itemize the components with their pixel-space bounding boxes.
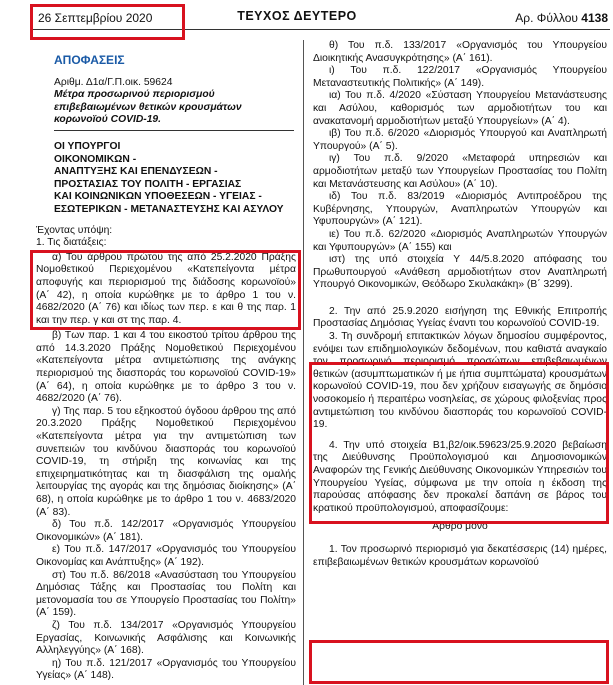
highlight-points-2-3-box: [309, 362, 609, 524]
header-date: 26 Σεπτεμβρίου 2020: [38, 11, 153, 25]
decision-reference: Αριθμ. Δ1α/Γ.Π.οικ. 59624: [54, 76, 173, 88]
clause-c: γ) Της παρ. 5 του εξηκοστού όγδοου άρθρου της από 20.3.2020 Πράξης Νομοθετικού Περιεχομένου «Κατεπείγοντα μέτρα για την αντιμετώπιση των συνεπειών του κινδύνου διασποράς του κορωνοϊού COVID-19, τη στήριξη της κοινωνίας και της επιχειρηματικότητας και τη διασφάλιση της ομαλής λειτουργίας της αγοράς και της δημόσιας διοίκησης» (Α΄ 68), η οποία κυρώθηκε με το άρθρο 1 του ν. 4683/2020 (Α΄ 83).: [36, 405, 296, 518]
clause-id: ιδ) Του π.δ. 83/2019 «Διορισμός Αντιπροέδρου της Κυβέρνησης, Υπουργών, Αναπληρωτών Υπουργών και Υφυπουργών» (Α΄ 121).: [313, 191, 607, 228]
highlight-clause-a-box: [30, 250, 301, 330]
clause-d: δ) Του π.δ. 142/2017 «Οργανισμός Υπουργείου Οικονομικών» (Α΄ 181).: [36, 519, 296, 543]
clause-h: η) Του π.δ. 121/2017 «Οργανισμός του Υπουργείου Υγείας» (Α΄ 148).: [36, 657, 296, 682]
authority-line: ΕΣΩΤΕΡΙΚΩΝ - ΜΕΤΑΝΑΣΤΕΥΣΗΣ ΚΑΙ ΑΣΥΛΟΥ: [54, 203, 284, 215]
header-sheet: [490, 11, 608, 25]
sheet-label: Αρ. Φύλλου: [515, 11, 578, 25]
title-rule: [54, 130, 294, 131]
clause-ie: ιε) Του π.δ. 62/2020 «Διορισμός Αναπληρωτών Υπουργών και Υφυπουργών» (Α΄ 155) και: [313, 228, 607, 253]
decision-title: Μέτρα προσωρινού περιορισμού επιβεβαιωμένων θετικών κρουσμάτων κορωνοϊού COVID-19.: [54, 89, 242, 126]
article-paragraph-1: 1. Τον προσωρινό περιορισμό για δεκατέσσερις (14) ημέρες, επιβεβαιωμένων θετικών κρουσμάτων κορωνοϊού: [313, 543, 607, 568]
point-2: 2. Την από 25.9.2020 εισήγηση της Εθνικής Επιτροπής Προστασίας Δημόσιας Υγείας έναντι του κορωνοϊού COVID-19.: [313, 305, 607, 330]
authority-line: ΑΝΑΠΤΥΞΗΣ ΚΑΙ ΕΠΕΝΔΥΣΕΩΝ -: [54, 166, 218, 178]
column-divider: [303, 40, 304, 685]
clause-ib: ιβ) Του π.δ. 6/2020 «Διορισμός Υπουργού και Αναπληρωτή Υπουργού» (Α΄ 5).: [313, 128, 607, 152]
clause-ia: ια) Του π.δ. 4/2020 «Σύσταση Υπουργείου Μετανάστευσης και Ασύλου, καθορισμός των αρμοδιοτήτων του και ανακατανομή αρμοδιοτήτων μεταξύ Υπουργείων» (Α΄ 4).: [313, 90, 607, 127]
authority-line: ΠΡΟΣΤΑΣΙΑΣ ΤΟΥ ΠΟΛΙΤΗ - ΕΡΓΑΣΙΑΣ: [54, 178, 242, 190]
clause-b: β) Των παρ. 1 και 4 του εικοστού τρίτου άρθρου της από 14.3.2020 Πράξης Νομοθετικού Περιεχομένου «Κατεπείγοντα μέτρα αντιμετώπισης της ανάγκης περιορισμού της διασποράς του κορωνοϊού COVID-19» (Α΄ 64), η οποία κυρώθηκε με το άρθρο 3 του ν. 4682/2020 (Α΄ 76).: [36, 330, 296, 405]
authority-line: ΚΑΙ ΚΟΙΝΩΝΙΚΩΝ ΥΠΟΘΕΣΕΩΝ - ΥΓΕΙΑΣ -: [54, 191, 262, 203]
authority-block: [54, 141, 296, 217]
clause-ig: ιγ) Του π.δ. 9/2020 «Μεταφορά υπηρεσιών και αρμοδιοτήτων μεταξύ των Υπουργείων Προστασίας του Πολίτη και Μετανάστευσης και Ασύλου» (Α΄ 10).: [313, 153, 607, 190]
lead-provisions: 1. Τις διατάξεις:: [36, 237, 107, 249]
point-3: 3. Τη συνδρομή επιτακτικών λόγων δημοσίου συμφέροντος, ενόψει των επιδημιολογικών δεδομένων, που καθιστά αναγκαίο τον προσωρινό περιορισμό προσώπων επιβεβαιωμένων θετικών (ασυμπτωματικών ή με ήπια συμπτώματα) κρουσμάτων κορωνοϊού COVID-19, που δεν χρήζουν εισαγωγής σε δημόσιο νοσοκομείο ή περαιτέρω νοσηλείας, σε χώρους φιλοξενίας προς αντιμετώπιση του κινδύνου διασποράς του κορωνοϊού COVID-19.: [313, 331, 607, 431]
highlight-article-box: [309, 640, 609, 684]
clause-a: α) Του άρθρου πρώτου της από 25.2.2020 Πράξης Νομοθετικού Περιεχομένου «Κατεπείγοντα μέτρα αποφυγής και περιορισμού της διάδοσης κορωνοϊού» (Α΄ 42), η οποία κυρώθηκε με το άρθρο 1 του ν. 4682/2020 (Α΄ 76) και ιδίως των περ. ε και θ της παρ. 1 και την περ. γ και στ της παρ. 4.: [36, 251, 296, 326]
sheet-number: 4138: [581, 11, 608, 25]
highlight-date-box: [30, 4, 185, 40]
clause-th: θ) Του π.δ. 133/2017 «Οργανισμός του Υπουργείου Διοικητικής Ανασυγκρότησης» (Α΄ 161).: [313, 40, 607, 64]
clause-ist: ιστ) της υπό στοιχεία Υ 44/5.8.2020 απόφασης του Πρωθυπουργού «Ανάθεση αρμοδιοτήτων στον Αναπληρωτή Υπουργό Οικονομικών, Θεόδωρο Σκυλακάκη» (Β΄ 3299).: [313, 254, 607, 291]
header-issue: ΤΕΥΧΟΣ ΔΕΥΤΕΡΟ: [237, 9, 357, 23]
authority-line: ΟΙΚΟΝΟΜΙΚΩΝ -: [54, 153, 137, 165]
authority-line: ΟΙ ΥΠΟΥΡΓΟΙ: [54, 140, 121, 152]
left-column: [36, 40, 296, 683]
clause-z: ζ) Του π.δ. 134/2017 «Οργανισμός Υπουργείου Εργασίας, Κοινωνικής Ασφάλισης και Κοινωνικής Αλληλεγγύης» (Α΄ 168).: [36, 619, 296, 657]
lead-text: Έχοντας υπόψη:: [36, 224, 113, 236]
clause-st: στ) Του π.δ. 86/2018 «Ανασύσταση του Υπουργείου Δημόσιας Τάξης και Προστασίας του Πολίτη και μετονομασία του σε Υπουργείο Προστασίας του Πολίτη» (Α΄ 159).: [36, 569, 296, 619]
point-4: 4. Την υπό στοιχεία Β1,β2/οικ.59623/25.9.2020 βεβαίωση της Διεύθυνσης Προϋπολογισμού και Δημοσιονομικών Αναφορών της Γενικής Διεύθυνσης Οικονομικών Υπηρεσιών του Υπουργείου Υγείας, σύμφωνα με την οποία η έκδοση της παρούσας απόφασης δεν προκαλεί δαπάνη σε βάρος του κρατικού προϋπολογισμού, αποφασίζουμε:: [313, 439, 607, 514]
clause-i: ι) Του π.δ. 122/2017 «Οργανισμός Υπουργείου Μεταναστευτικής Πολιτικής» (Α΄ 149).: [313, 65, 607, 89]
clause-e: ε) Του π.δ. 147/2017 «Οργανισμός του Υπουργείου Οικονομίας και Ανάπτυξης» (Α΄ 192).: [36, 544, 296, 568]
section-title: ΑΠΟΦΑΣΕΙΣ: [54, 53, 125, 67]
article-heading: Άρθρο μόνο: [432, 521, 488, 533]
